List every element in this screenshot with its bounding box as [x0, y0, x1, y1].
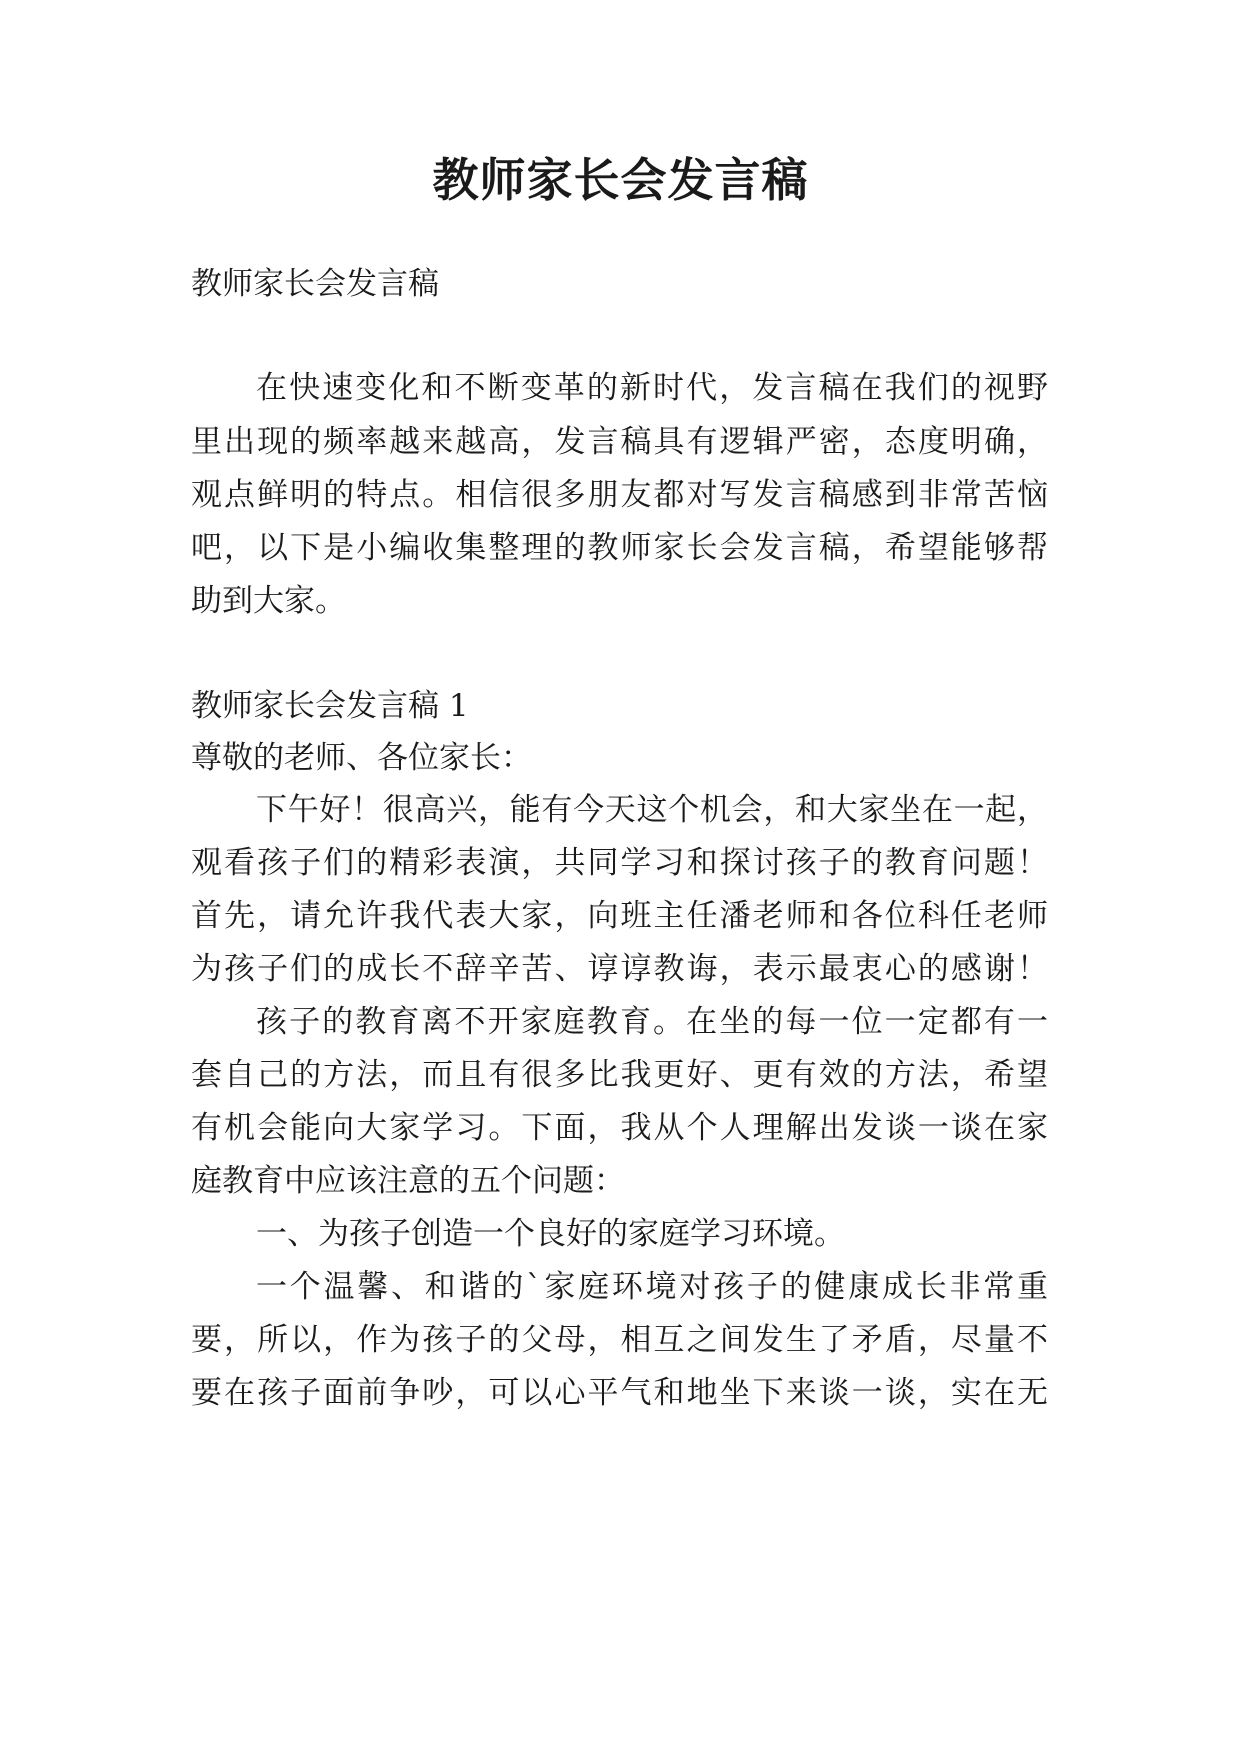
intro-line: 助到大家。	[191, 583, 346, 619]
speech-line: 庭教育中应该注意的五个问题：	[191, 1163, 625, 1199]
document-subtitle: 教师家长会发言稿	[191, 266, 439, 302]
speech-line: 要在孩子面前争吵，可以心平气和地坐下来谈一谈，实在无	[191, 1375, 1048, 1411]
speech-line: 观看孩子们的精彩表演，共同学习和探讨孩子的教育问题！	[191, 845, 1048, 881]
speech-line: 一、为孩子创造一个良好的家庭学习环境。	[256, 1216, 845, 1252]
speech-line: 一个温馨、和谐的`家庭环境对孩子的健康成长非常重	[256, 1269, 1048, 1305]
intro-line: 在快速变化和不断变革的新时代，发言稿在我们的视野	[256, 370, 1048, 406]
intro-line: 观点鲜明的特点。相信很多朋友都对写发言稿感到非常苦恼	[191, 477, 1048, 513]
speech-line: 下午好！很高兴，能有今天这个机会，和大家坐在一起，	[256, 792, 1048, 828]
section-heading: 教师家长会发言稿 1	[191, 688, 469, 724]
speech-line: 要，所以，作为孩子的父母，相互之间发生了矛盾，尽量不	[191, 1322, 1048, 1358]
speech-line: 首先，请允许我代表大家，向班主任潘老师和各位科任老师	[191, 898, 1048, 934]
speech-line: 为孩子们的成长不辞辛苦、谆谆教诲，表示最衷心的感谢！	[191, 951, 1048, 987]
speech-line: 有机会能向大家学习。下面，我从个人理解出发谈一谈在家	[191, 1110, 1048, 1146]
salutation: 尊敬的老师、各位家长：	[191, 740, 532, 776]
speech-line: 孩子的教育离不开家庭教育。在坐的每一位一定都有一	[256, 1004, 1048, 1040]
speech-line: 套自己的方法，而且有很多比我更好、更有效的方法，希望	[191, 1057, 1048, 1093]
intro-line: 吧，以下是小编收集整理的教师家长会发言稿，希望能够帮	[191, 530, 1048, 566]
document-title: 教师家长会发言稿	[432, 153, 809, 207]
intro-line: 里出现的频率越来越高，发言稿具有逻辑严密，态度明确，	[191, 424, 1048, 460]
